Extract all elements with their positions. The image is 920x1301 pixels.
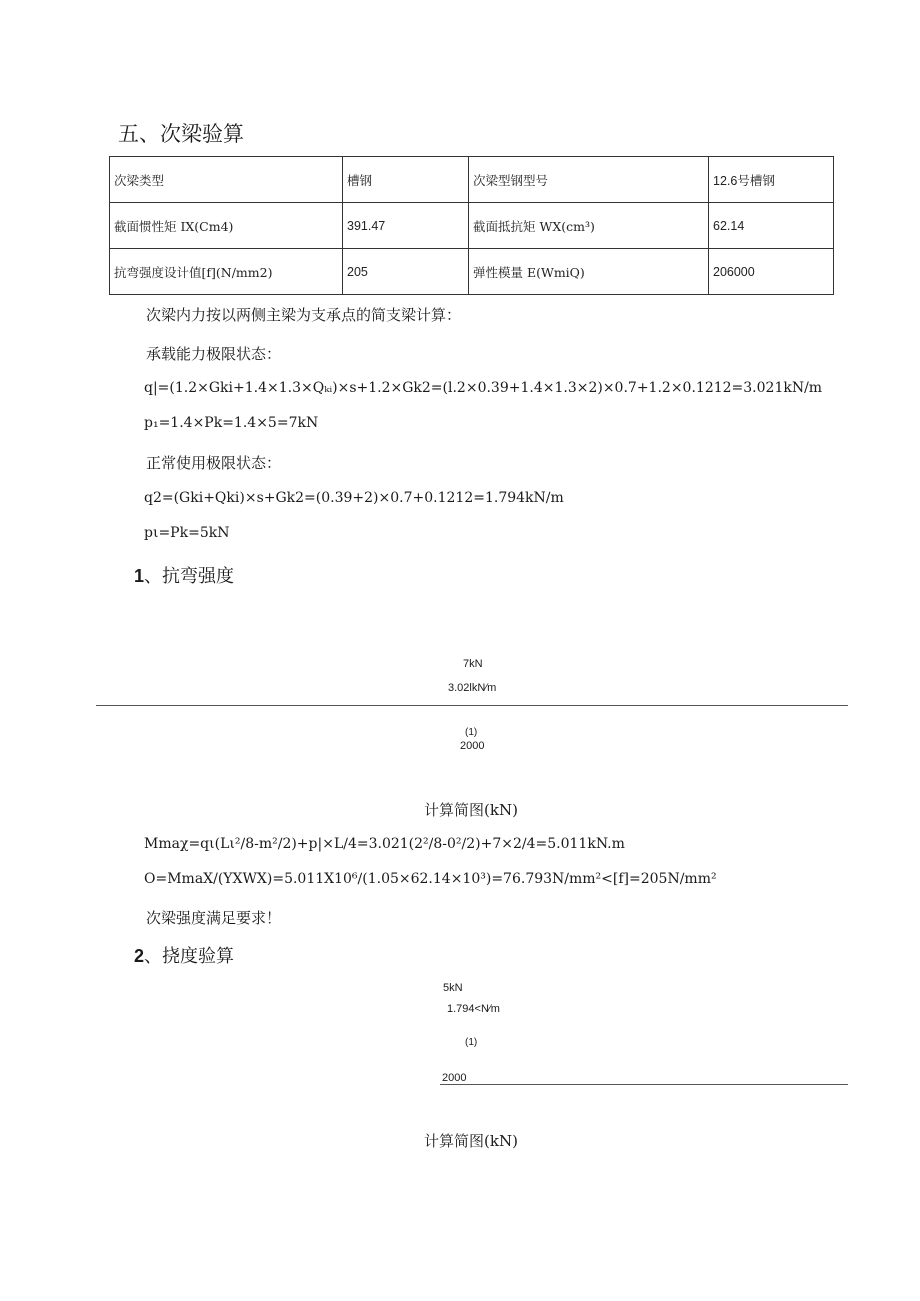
formula-p1: p₁=1.4×Pk=1.4×5=7kN (144, 415, 319, 431)
distributed-load-label: 1.794<N∕m (447, 1003, 500, 1015)
table-cell: 391.47 (343, 203, 469, 249)
point-load-label: 7kN (463, 658, 483, 670)
diagram-caption: 计算简图(kN) (424, 1132, 518, 1150)
table-row (110, 249, 834, 295)
intro-text: 次梁内力按以两侧主梁为支承点的简支梁计算： (146, 306, 462, 324)
params-table (109, 156, 834, 295)
table-cell: 次梁类型 (110, 157, 343, 203)
bending-heading (134, 562, 234, 588)
formula-sigma: O=MmaX/(YXWX)=5.011X10⁶∕(1.05×62.14×10³)=76.793N∕mm²<[f]=205N∕mm² (144, 871, 717, 887)
table-cell: 205 (343, 249, 469, 295)
table-cell: 次梁型钢型号 (469, 157, 709, 203)
formula-q2: q2=(Gki+Qki)×s+Gk2=(0.39+2)×0.7+0.1212=1.794kN∕m (144, 490, 564, 506)
table-cell: 截面抵抗矩 WX(cm³) (469, 203, 709, 249)
formula-p2: pι=Pk=5kN (144, 525, 230, 541)
table-cell: 206000 (709, 249, 834, 295)
span-id-label: (1) (465, 1037, 478, 1048)
section-title: 五、次梁验算 (118, 122, 244, 146)
table-cell: 槽钢 (343, 157, 469, 203)
span-length-label: 2000 (442, 1072, 467, 1084)
heading-text: 、挠度验算 (144, 946, 235, 967)
distributed-load-label: 3.02lkN∕m (448, 682, 497, 694)
table-cell: 12.6号槽钢 (709, 157, 834, 203)
table-cell: 62.14 (709, 203, 834, 249)
formula-q1: q|=(1.2×Gki+1.4×1.3×Qₖᵢ)×s+1.2×Gk2=(l.2×0.39+1.4×1.3×2)×0.7+1.2×0.1212=3.021kN/m (144, 380, 823, 396)
beam-line (440, 1084, 848, 1085)
span-length-label: 2000 (460, 740, 485, 752)
heading-number: 1 (134, 566, 145, 586)
table-row (110, 157, 834, 203)
heading-text: 、抗弯强度 (144, 566, 235, 587)
formula-mmax: Mmaχ=qι(Lι²∕8-m²∕2)+p|×L∕4=3.021(2²∕8-0²∕2)+7×2∕4=5.011kN.m (144, 836, 625, 852)
heading-number: 2 (134, 946, 145, 966)
bending-conclusion: 次梁强度满足要求！ (146, 909, 282, 927)
deflection-heading (134, 942, 234, 968)
beam-line (96, 705, 848, 706)
table-cell: 截面惯性矩 IX(Cm4) (110, 203, 343, 249)
table-cell: 抗弯强度设计值[f](N∕mm2) (110, 249, 343, 295)
sls-title: 正常使用极限状态： (146, 454, 282, 472)
table-row (110, 203, 834, 249)
point-load-label: 5kN (443, 982, 463, 994)
uls-title: 承载能力极限状态： (146, 345, 282, 363)
span-id-label: (1) (465, 727, 478, 738)
diagram-caption: 计算简图(kN) (424, 801, 518, 819)
table-cell: 弹性模量 E(WmiQ) (469, 249, 709, 295)
